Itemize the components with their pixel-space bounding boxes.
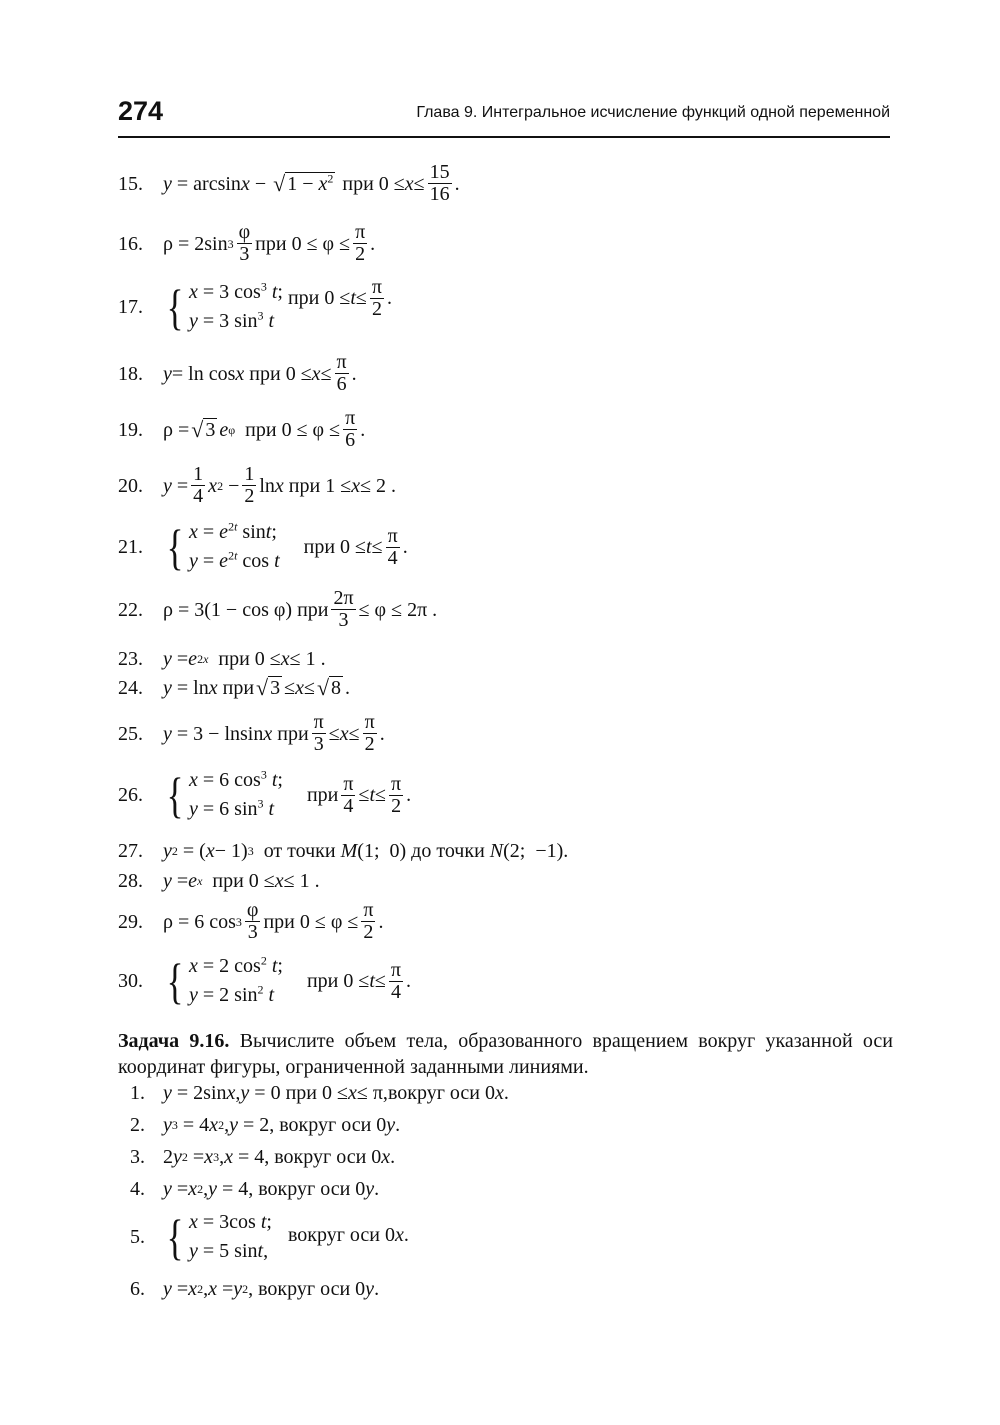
problem-20: 20. y = $\frac{1}{4}$ x 2 − $\frac{1}{2}$ ln x при 1 ≤ x ≤ 2 . <box>118 463 397 507</box>
problem-23: 23. y = e 2x при 0 ≤ x ≤ 1 . <box>118 648 326 670</box>
problem-15: 15. y = arcsin x − √ $1 - x^2$ при 0 ≤ x ≤ $\frac{15}{16}$ . <box>118 161 460 205</box>
problem-16: 16. ρ = 2sin 3 $\frac{\varphi}{3}$ при 0 ≤ φ ≤ $\frac{\pi}{2}$ . <box>118 221 376 265</box>
problem-27: 27. y 2 = ( x − 1) 3 от точки M (1; 0) до точки N (2; −1). <box>118 840 569 862</box>
problem-17: 17. { x = 3 $\cos^3 t$; y = 3 $\sin^3 t$ при 0 ≤ t ≤ $\frac{\pi}{2}$ . <box>118 275 393 335</box>
page-header <box>118 96 890 138</box>
problem-24: 24. y = ln x при √ 3 ≤ x ≤ √ 8 . <box>118 675 351 700</box>
task-9-16 <box>118 1028 893 1080</box>
page-number: 274 <box>118 96 164 126</box>
problem-30: 30. { x = 2 $\cos^2 t$; y = 2 $\sin^2 t$ при 0 ≤ t ≤ $\frac{\pi}{4}$ . <box>118 953 412 1009</box>
subproblem-2: 2. y 3 = 4 x 2 , y = 2, вокруг оси 0 y . <box>130 1114 401 1136</box>
problem-25: 25. y = 3 − lnsin x при $\frac{\pi}{3}$ ≤ x ≤ $\frac{\pi}{2}$ . <box>118 711 385 755</box>
problem-21: 21. { $x = e^{2t}$ sint; $y = e^{2t}$ cos t при 0 ≤ t ≤ $\frac{\pi}{4}$ . <box>118 519 408 575</box>
task-label: Задача 9.16. <box>118 1030 230 1052</box>
problem-22: 22. ρ = 3(1 − cos φ) при $\frac{2\pi}{3}$ ≤ φ ≤ 2π . <box>118 587 438 631</box>
subproblem-3: 3. 2 y 2 = x 3 , x = 4, вокруг оси 0 x . <box>130 1146 396 1168</box>
subproblem-5: 5. { x = 3cos t; y = 5 sint, вокруг оси 0 x . <box>130 1209 409 1265</box>
subproblem-6: 6. y = x 2 , x = y 2 , вокруг оси 0 y . <box>130 1278 380 1300</box>
subproblem-4: 4. y = x 2 , y = 4, вокруг оси 0 y . <box>130 1178 380 1200</box>
problem-28: 28. y = e x при 0 ≤ x ≤ 1 . <box>118 870 320 892</box>
task-text: Вычислите объем тела, образованного вращением вокруг указанной оси координат фигуры, ограниченной заданными линиями. <box>118 1030 894 1078</box>
problem-29: 29. ρ = 6 cos 3 $\frac{\varphi}{3}$ при 0 ≤ φ ≤ $\frac{\pi}{2}$ . <box>118 899 384 943</box>
problem-18: 18. y = ln cos x при 0 ≤ x ≤ $\frac{\pi}{6}$ . <box>118 351 357 395</box>
subproblem-1: 1. y = 2sin x , y = 0 при 0 ≤ x ≤ π, вокруг оси 0 x . <box>130 1082 509 1104</box>
problem-19: 19. ρ = √ 3 e φ при 0 ≤ φ ≤ $\frac{\pi}{6}$ . <box>118 407 366 451</box>
problem-26: 26. { x = 6 $\cos^3 t$; y = 6 $\sin^3 t$ при $\frac{\pi}{4}$ ≤ t ≤ $\frac{\pi}{2}$ . <box>118 767 412 823</box>
chapter-title: Глава 9. Интегральное исчисление функций одной переменной <box>416 104 890 121</box>
